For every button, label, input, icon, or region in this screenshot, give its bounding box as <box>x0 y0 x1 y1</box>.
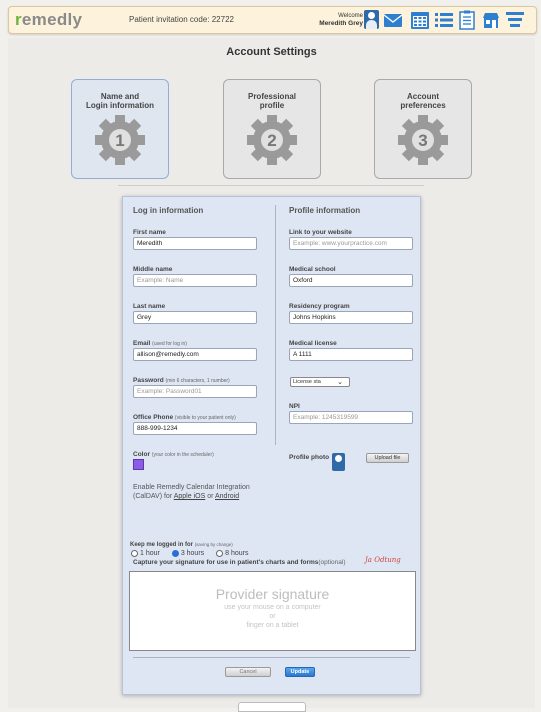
list-icon[interactable] <box>434 10 454 30</box>
keep-logged-options <box>131 550 258 557</box>
remedly-logo[interactable]: remedly <box>15 10 83 29</box>
step-professional-profile[interactable] <box>223 79 321 179</box>
color-swatch[interactable] <box>133 459 144 470</box>
signature-caption: Capture your signature for use in patient's charts and forms(optional) <box>133 559 346 566</box>
divider <box>133 657 410 658</box>
gear-icon <box>396 113 450 167</box>
divider <box>118 185 424 186</box>
chevron-down-icon: ⌄ <box>337 379 343 386</box>
middle-name-label: Middle name <box>133 266 173 273</box>
password-label: Password (min 6 characters, 1 number) <box>133 377 230 384</box>
medical-school-field[interactable]: Oxford <box>289 274 413 287</box>
profile-photo[interactable] <box>332 453 345 471</box>
license-state-select[interactable] <box>290 377 350 387</box>
middle-name-field[interactable]: Example: Name <box>133 274 257 287</box>
signature-pad[interactable] <box>129 571 416 651</box>
step-number: 1 <box>115 131 125 150</box>
website-label: Link to your website <box>289 229 352 236</box>
radio-3-hours[interactable]: 3 hours <box>172 550 209 557</box>
email-label: Email (used for log in) <box>133 340 187 347</box>
radio-8-hours[interactable]: 8 hours <box>216 550 253 557</box>
clipboard-icon[interactable] <box>457 10 477 30</box>
top-bar <box>8 6 537 34</box>
password-field[interactable]: Example: Password01 <box>133 385 257 398</box>
settings-form-card <box>122 196 421 695</box>
envelope-icon[interactable] <box>383 10 403 30</box>
welcome-text: Welcome <box>338 13 363 19</box>
page-title: Account Settings <box>226 46 317 58</box>
update-button[interactable]: Update <box>285 667 315 677</box>
user-name[interactable]: Meredith Grey <box>319 20 363 27</box>
office-phone-field[interactable]: 888-999-1234 <box>133 422 257 435</box>
last-name-label: Last name <box>133 303 166 310</box>
signature-preview: Ja Odtung <box>365 556 401 564</box>
medical-school-label: Medical school <box>289 266 336 273</box>
npi-field[interactable]: Example: 1245319599 <box>289 411 413 424</box>
website-field[interactable]: Example: www.yourpractice.com <box>289 237 413 250</box>
profile-photo-label: Profile photo <box>289 454 330 461</box>
signature-instruction: or <box>269 613 276 620</box>
store-icon[interactable] <box>481 10 501 30</box>
step-name-login[interactable] <box>71 79 169 179</box>
last-name-field[interactable]: Grey <box>133 311 257 324</box>
color-hint: (your color in the scheduler) <box>151 452 214 458</box>
step-number: 3 <box>418 131 428 150</box>
invitation-code: Patient invitation code: 22722 <box>129 15 234 24</box>
step-label: Account preferences <box>400 92 446 110</box>
residency-label: Residency program <box>289 303 350 310</box>
email-hint: (used for log in) <box>152 341 187 347</box>
residency-field[interactable]: Johns Hopkins <box>289 311 413 324</box>
step-number: 2 <box>267 131 277 150</box>
medical-license-field[interactable]: A 1111 <box>289 348 413 361</box>
password-hint: (min 6 characters, 1 number) <box>165 378 230 384</box>
column-divider <box>275 205 276 445</box>
keep-hint: (saving by change) <box>194 542 233 547</box>
license-state-value: License sta <box>293 379 321 385</box>
caldav-text: Enable Remedly Calendar Integration (CalDAV) for Apple iOS or Android <box>133 484 250 500</box>
keep-logged-label: Keep me logged in for (saving by change) <box>130 542 233 548</box>
signature-title: Provider signature <box>215 586 330 602</box>
calendar-icon[interactable] <box>410 10 430 30</box>
login-section-title: Log in information <box>133 206 204 215</box>
profile-section-title: Profile information <box>289 206 361 215</box>
phone-hint: (visible to your patient only) <box>174 415 236 421</box>
step-account-preferences[interactable] <box>374 79 472 179</box>
step-label: Name and Login information <box>86 92 154 110</box>
medical-license-label: Medical license <box>289 340 337 347</box>
cancel-button[interactable]: Cancel <box>225 667 271 677</box>
radio-1-hour[interactable]: 1 hour <box>131 550 165 557</box>
main-panel <box>8 38 535 708</box>
gear-icon <box>245 113 299 167</box>
avatar[interactable] <box>364 10 379 29</box>
npi-label: NPI <box>289 403 300 410</box>
menu-icon[interactable] <box>505 10 525 30</box>
signature-instruction: finger on a tablet <box>246 622 299 629</box>
color-label: Color (your color in the scheduler) <box>133 451 214 458</box>
first-name-label: First name <box>133 229 166 236</box>
bottom-tab <box>238 702 306 712</box>
welcome-block <box>309 12 363 28</box>
email-field[interactable]: allison@remedly.com <box>133 348 257 361</box>
optional-note: (optional) <box>318 559 346 566</box>
android-link[interactable]: Android <box>215 493 240 500</box>
upload-file-button[interactable]: Upload file <box>366 453 409 463</box>
step-label: Professional profile <box>247 92 296 110</box>
signature-instruction: use your mouse on a computer <box>224 604 321 611</box>
first-name-field[interactable]: Meredith <box>133 237 257 250</box>
office-phone-label: Office Phone (visible to your patient only) <box>133 414 236 421</box>
gear-icon <box>93 113 147 167</box>
apple-ios-link[interactable]: Apple iOS <box>173 493 206 500</box>
